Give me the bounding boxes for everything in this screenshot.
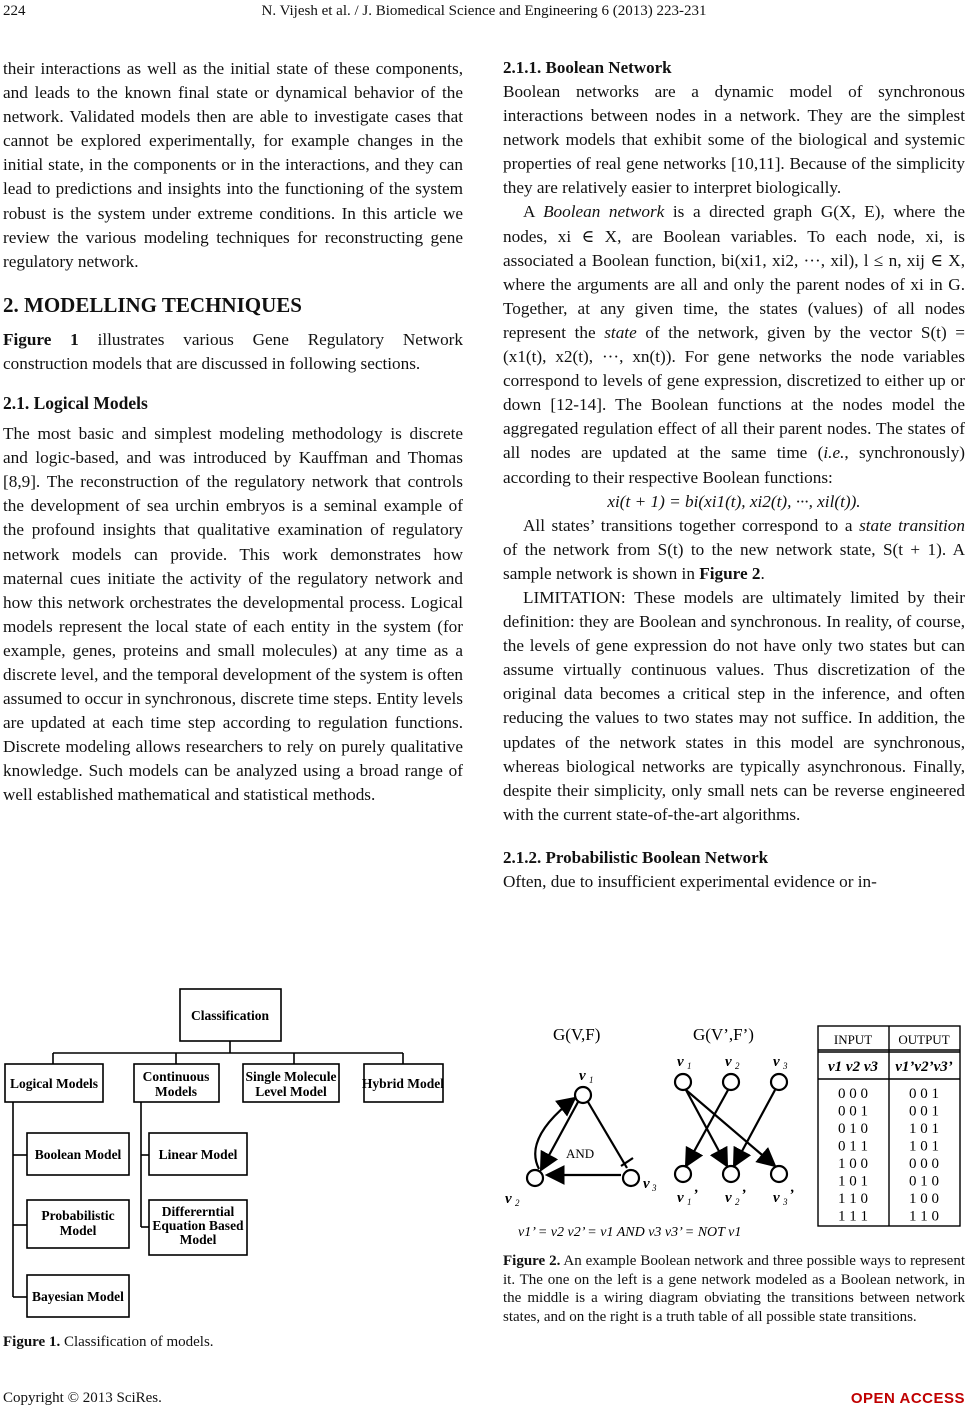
- table-output-vars: v1’v2’v3’: [895, 1059, 953, 1075]
- figure-1-diagram: [3, 985, 465, 1320]
- left-paragraph-2: [3, 328, 463, 376]
- figure-2-ref[interactable]: Figure 2: [699, 563, 761, 583]
- truth-row-output: 1 0 1: [909, 1138, 939, 1155]
- truth-row-output: 0 1 0: [909, 1173, 939, 1190]
- svg-text:v: v: [725, 1054, 732, 1070]
- svg-text:v: v: [725, 1190, 732, 1206]
- rp2-term: Boolean network: [543, 202, 665, 222]
- truth-row-input: 1 0 1: [838, 1173, 868, 1190]
- node-v1: [575, 1087, 591, 1103]
- figure-1-caption: [3, 1333, 463, 1352]
- truth-row-output: 0 0 0: [909, 1156, 939, 1172]
- svg-text:2: 2: [735, 1197, 740, 1207]
- truth-row-input: 1 1 1: [838, 1208, 868, 1225]
- truth-row-output: 1 0 0: [909, 1191, 939, 1207]
- section-heading-2-1-1: 2.1.1. Boolean Network: [503, 58, 672, 77]
- v1-label: v: [579, 1068, 586, 1084]
- label-hybrid-model: Hybrid Model: [361, 1076, 445, 1091]
- rp2-state: state: [604, 322, 637, 342]
- svg-text:3: 3: [783, 1197, 788, 1207]
- left-column: [3, 57, 463, 808]
- figure-2-caption-label: Figure 2.: [503, 1253, 561, 1269]
- right-paragraph-4: LIMITATION: These models are ultimately limited by their definition: they are Boolean and synchronous. In reality, of course, the levels of gene expression do not have only two states but can assume virtually continuous values. Thus discretization of the original data becomes a critical step in the inference, and often reducing the values to two states may not suffice. In addition, the updates of the network states in this model are synchronous, whereas biological networks are typically asynchronous. Finally, despite their simplicity, only small nets can be reverse engineered with the current state-of-the-art algorithms.: [503, 587, 965, 824]
- truth-row-output: 1 1 0: [909, 1208, 939, 1225]
- node-v3: [623, 1170, 639, 1186]
- rp3-b: of the network from S(t) to the new network state, S(t + 1). A sample network is shown in: [503, 539, 965, 583]
- table-input-vars: v1 v2 v3: [828, 1059, 878, 1075]
- label-continuous-models-2: Models: [155, 1084, 197, 1099]
- truth-row-output: 0 0 1: [909, 1086, 939, 1102]
- v3-label: v: [643, 1176, 650, 1192]
- figure-1-ref[interactable]: Figure 1: [3, 329, 79, 349]
- update-rules: v1’ = v2 v2’ = v1 AND v3 v3’ = NOT v1: [518, 1225, 742, 1240]
- label-bayesian-model: Bayesian Model: [32, 1289, 124, 1304]
- graph-title: G(V,F): [553, 1025, 601, 1044]
- truth-row-input: 0 1 0: [838, 1121, 868, 1137]
- label-differential-model: Differerntial: [161, 1204, 235, 1219]
- label-boolean-model: Boolean Model: [34, 1147, 122, 1162]
- label-single-molecule-2: Level Model: [255, 1084, 327, 1099]
- figure-2-caption: [503, 1252, 965, 1326]
- right-paragraph-3: [503, 514, 965, 586]
- label-probabilistic-model: Probabilistic: [41, 1208, 115, 1223]
- boolean-update-equation: xi(t + 1) = bi(xi1(t), xi2(t), ···, xil(t)).: [607, 491, 861, 511]
- svg-text:1: 1: [687, 1061, 692, 1071]
- svg-text:v: v: [677, 1190, 684, 1206]
- svg-text:’: ’: [789, 1187, 794, 1203]
- v3-sub: 3: [652, 1183, 657, 1193]
- label-logical-models: Logical Models: [9, 1076, 99, 1091]
- label-differential-model-2: Equation Based: [152, 1218, 244, 1233]
- left-paragraph-3: The most basic and simplest modeling methodology is discrete and logic-based, and was introduced by Kauffman and Thomas [8,9]. The reconstruction of the regulatory network that controls the development of sea urchin embryos is a seminal example of the profound insights that qualitative examination of regulatory network models can provide. This work demonstrates how maternal cues initiate the activity of the regulatory network and how this network orchestrates the developmental process. Logical models represent the local state of each entity in the system (for example, genes, proteins and small molecules) at any time as a discrete level, and the temporal development of the system is often assumed to occur in synchronous, discrete time steps. Entity levels are updated at each time step according to regulation functions. Discrete modeling allows researchers to rely on purely qualitative knowledge. Such models can be analyzed using a broad range of well established mathematical and statistical methods.: [3, 424, 463, 805]
- svg-text:1: 1: [687, 1197, 692, 1207]
- table-header-input: INPUT: [833, 1032, 873, 1047]
- right-column: [503, 57, 965, 894]
- figure-2-caption-text: An example Boolean network and three possible ways to represent it. The one on the left is a gene network modeled as a Boolean network, in the middle is a wiring diagram obviating the transitions between network states, and on the right is a truth table of all possible state transitions.: [503, 1253, 965, 1325]
- truth-row-output: 1 0 1: [909, 1121, 939, 1137]
- truth-row-input: 0 0 0: [838, 1086, 868, 1102]
- truth-row-input: 0 0 1: [838, 1103, 868, 1120]
- truth-row-input: 1 1 0: [838, 1191, 868, 1207]
- svg-text:v: v: [677, 1054, 684, 1070]
- left-paragraph-1: their interactions as well as the initial state of these components, and leads to the known final state or dynamical behavior of the network. Validated models then are able to investigate cases that cannot be explored experimentally, for example changes in the initial state, in the components or in the interactions, and they can lead to predictions and insights into the functioning of the system robust is the system under extreme conditions. In this article we review the various modeling techniques for reconstructing gene regulatory network.: [3, 59, 463, 271]
- svg-text:v: v: [773, 1054, 780, 1070]
- right-paragraph-2: [503, 200, 965, 489]
- figure-1-caption-label: Figure 1.: [3, 1334, 61, 1350]
- table-header-output: OUTPUT: [898, 1032, 950, 1047]
- copyright-text: Copyright © 2013 SciRes.: [3, 1390, 162, 1406]
- truth-row-input: 1 0 0: [838, 1156, 868, 1172]
- svg-text:3: 3: [783, 1061, 788, 1071]
- label-linear-model: Linear Model: [158, 1147, 238, 1162]
- svg-text:v: v: [773, 1190, 780, 1206]
- rp2-a: A: [523, 202, 544, 222]
- label-continuous-models: Continuous: [142, 1069, 210, 1084]
- truth-row-input: 0 1 1: [838, 1138, 868, 1155]
- svg-text:’: ’: [741, 1187, 746, 1203]
- svg-text:2: 2: [735, 1061, 740, 1071]
- rp3-c: .: [760, 563, 765, 583]
- section-heading-2-1: 2.1. Logical Models: [3, 393, 148, 414]
- v1-sub: 1: [589, 1075, 594, 1085]
- rp2-c: of the network, given by the vector S(t) = (x1(t), x2(t), ···, xn(t)). For gene networks the node variables correspond to levels of gene expression, discretized to either up or down [12-14]. The Boolean functions at the nodes model the aggregated regulation effect of all their parent nodes. The states of all nodes are updated at the same time (: [503, 322, 965, 463]
- and-label: AND: [566, 1146, 595, 1161]
- wiring-title: G(V’,F’): [693, 1025, 754, 1044]
- page-number: 224: [3, 3, 26, 19]
- rp3-a: All states’ transitions together correspond to a: [523, 515, 860, 535]
- page-footer: [3, 1390, 965, 1407]
- svg-text:’: ’: [693, 1187, 698, 1203]
- right-paragraph-5: Often, due to insufficient experimental evidence or in-: [503, 871, 877, 891]
- label-single-molecule: Single Molecule: [245, 1069, 337, 1084]
- node-v2: [527, 1170, 543, 1186]
- label-probabilistic-model-2: Model: [59, 1223, 97, 1238]
- rp3-term: state transition: [859, 515, 965, 535]
- rp2-ie: i.e.: [823, 443, 845, 463]
- left-paragraph-2-text: illustrates various Gene Regulatory Network construction models that are discussed in following sections.: [3, 329, 464, 373]
- figure-2-diagram: [503, 1018, 965, 1246]
- v2-label: v: [505, 1191, 512, 1207]
- v2-sub: 2: [515, 1198, 520, 1208]
- rp2-d: , synchronously) according to their respective Boolean functions:: [503, 443, 966, 487]
- open-access-badge: OPEN ACCESS: [850, 1390, 965, 1407]
- truth-row-output: 0 0 1: [909, 1103, 939, 1120]
- right-paragraph-1: Boolean networks are a dynamic model of synchronous interactions between nodes in a network. They are the simplest network models that exhibit some of the biological and systemic properties of real gene networks [10,11]. Because of the simplicity they are relatively easier to interpret biologically.: [503, 82, 965, 198]
- section-heading-2-1-2: 2.1.2. Probabilistic Boolean Network: [503, 847, 769, 867]
- figure-1-caption-text: Classification of models.: [60, 1334, 214, 1350]
- section-heading-2: 2. MODELLING TECHNIQUES: [3, 292, 302, 317]
- rp2-b: is a directed graph G(X, E), where the nodes, xi ∈ X, are Boolean variables. To each node, xi, is associated a Boolean function, bi(xi1, xi2, ···, xil), l ≤ n, xij ∈ X, where the arguments are all and only the parent nodes of xi in G. Together, at any given time, the states (values) of all nodes represent the: [503, 202, 965, 342]
- label-differential-model-3: Model: [179, 1232, 217, 1247]
- label-classification: Classification: [190, 1008, 270, 1023]
- running-title: N. Vijesh et al. / J. Biomedical Science and Engineering 6 (2013) 223-231: [261, 3, 707, 19]
